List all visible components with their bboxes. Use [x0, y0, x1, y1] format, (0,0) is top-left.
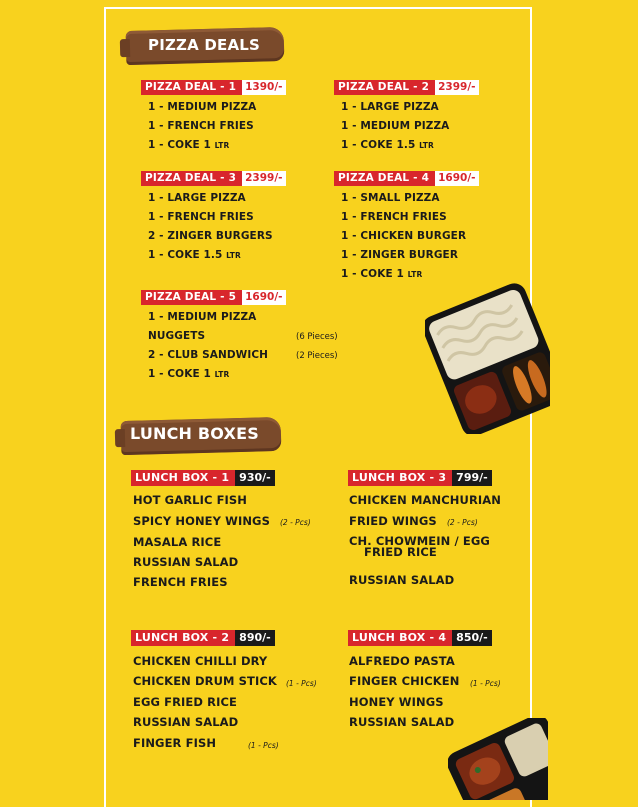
lunch-box-2-price: 890/-: [235, 630, 275, 646]
unit-label: LTR: [214, 370, 230, 379]
list-item: FRIED WINGS: [349, 514, 437, 528]
list-item: 1 - COKE 1.5 LTR: [341, 139, 434, 151]
list-item: 1 - COKE 1 LTR: [148, 139, 230, 151]
quantity-note: (6 Pieces): [296, 332, 338, 342]
unit-label: LTR: [226, 251, 241, 260]
quantity-note: (2 - Pcs): [447, 518, 478, 527]
pizza-deal-2-tag: [334, 80, 479, 95]
pizza-deal-1-price: 1390/-: [242, 80, 285, 95]
pizza-deals-title: PIZZA DEALS: [148, 36, 261, 54]
list-item: EGG FRIED RICE: [133, 695, 237, 709]
list-item: 1 - FRENCH FRIES: [148, 120, 254, 132]
pizza-deal-5-tag: [141, 290, 286, 305]
lunch-box-2-label: LUNCH BOX - 2: [131, 630, 235, 646]
list-item: FINGER FISH: [133, 736, 217, 750]
list-item: 1 - MEDIUM PIZZA: [148, 311, 257, 323]
pizza-deal-2-label: PIZZA DEAL - 2: [334, 80, 435, 95]
list-item: FRENCH FRIES: [133, 575, 228, 589]
pasta-tray-image: [425, 278, 550, 434]
list-item: 1 - COKE 1 LTR: [148, 368, 230, 380]
list-item: 1 - CHICKEN BURGER: [341, 230, 467, 242]
list-item: HONEY WINGS: [349, 695, 444, 709]
lunch-box-3-price: 799/-: [452, 470, 492, 486]
list-item: RUSSIAN SALAD: [133, 715, 239, 729]
list-item: FINGER CHICKEN: [349, 674, 460, 688]
list-item: 1 - LARGE PIZZA: [341, 101, 439, 113]
list-item: FRIED RICE: [364, 545, 437, 559]
pizza-deal-1-tag: [141, 80, 286, 95]
list-item: 1 - MEDIUM PIZZA: [148, 101, 257, 113]
lunch-box-3-label: LUNCH BOX - 3: [348, 470, 452, 486]
lunch-box-1-tag: [131, 470, 275, 486]
list-item: 1 - LARGE PIZZA: [148, 192, 246, 204]
pizza-deal-5-price: 1690/-: [242, 290, 285, 305]
list-item: HOT GARLIC FISH: [133, 493, 248, 507]
lunch-tray-image: [448, 718, 548, 800]
list-item: 1 - SMALL PIZZA: [341, 192, 440, 204]
list-item: 2 - ZINGER BURGERS: [148, 230, 273, 242]
pizza-deal-2-price: 2399/-: [435, 80, 478, 95]
list-item: 1 - COKE 1.5 LTR: [148, 249, 241, 261]
lunch-box-4-label: LUNCH BOX - 4: [348, 630, 452, 646]
quantity-note: (1 - Pcs): [248, 741, 279, 750]
pizza-deal-3-label: PIZZA DEAL - 3: [141, 171, 242, 186]
list-item: NUGGETS: [148, 330, 206, 342]
pizza-deal-5-label: PIZZA DEAL - 5: [141, 290, 242, 305]
quantity-note: (2 - Pcs): [280, 518, 311, 527]
quantity-note: (1 - Pcs): [470, 679, 501, 688]
list-item: CH. CHOWMEIN / EGG: [349, 534, 490, 548]
list-item: RUSSIAN SALAD: [349, 715, 455, 729]
lunch-box-1-label: LUNCH BOX - 1: [131, 470, 235, 486]
list-item: CHICKEN DRUM STICK: [133, 674, 277, 688]
pizza-deal-4-tag: [334, 171, 479, 186]
lunch-boxes-title: LUNCH BOXES: [130, 424, 259, 443]
list-item: MASALA RICE: [133, 535, 222, 549]
list-item: RUSSIAN SALAD: [133, 555, 239, 569]
list-item: 1 - FRENCH FRIES: [148, 211, 254, 223]
lunch-box-4-tag: [348, 630, 492, 646]
lunch-box-4-price: 850/-: [452, 630, 492, 646]
list-item: 1 - ZINGER BURGER: [341, 249, 459, 261]
lunch-box-3-tag: [348, 470, 492, 486]
list-item: 2 - CLUB SANDWICH: [148, 349, 269, 361]
pizza-deal-4-label: PIZZA DEAL - 4: [334, 171, 435, 186]
unit-label: LTR: [407, 270, 423, 279]
pizza-deal-3-tag: [141, 171, 286, 186]
quantity-note: (2 Pieces): [296, 351, 338, 361]
list-item: 1 - MEDIUM PIZZA: [341, 120, 450, 132]
list-item: SPICY HONEY WINGS: [133, 514, 270, 528]
list-item: 1 - COKE 1 LTR: [341, 268, 423, 280]
lunch-box-1-price: 930/-: [235, 470, 275, 486]
list-item: 1 - FRENCH FRIES: [341, 211, 447, 223]
pizza-deal-1-label: PIZZA DEAL - 1: [141, 80, 242, 95]
unit-label: LTR: [419, 141, 434, 150]
unit-label: LTR: [214, 141, 230, 150]
list-item: RUSSIAN SALAD: [349, 573, 455, 587]
lunch-box-2-tag: [131, 630, 275, 646]
pizza-deal-4-price: 1690/-: [435, 171, 478, 186]
list-item: ALFREDO PASTA: [349, 654, 455, 668]
list-item: CHICKEN MANCHURIAN: [349, 493, 502, 507]
list-item: CHICKEN CHILLI DRY: [133, 654, 268, 668]
pizza-deal-3-price: 2399/-: [242, 171, 285, 186]
quantity-note: (1 - Pcs): [286, 679, 317, 688]
